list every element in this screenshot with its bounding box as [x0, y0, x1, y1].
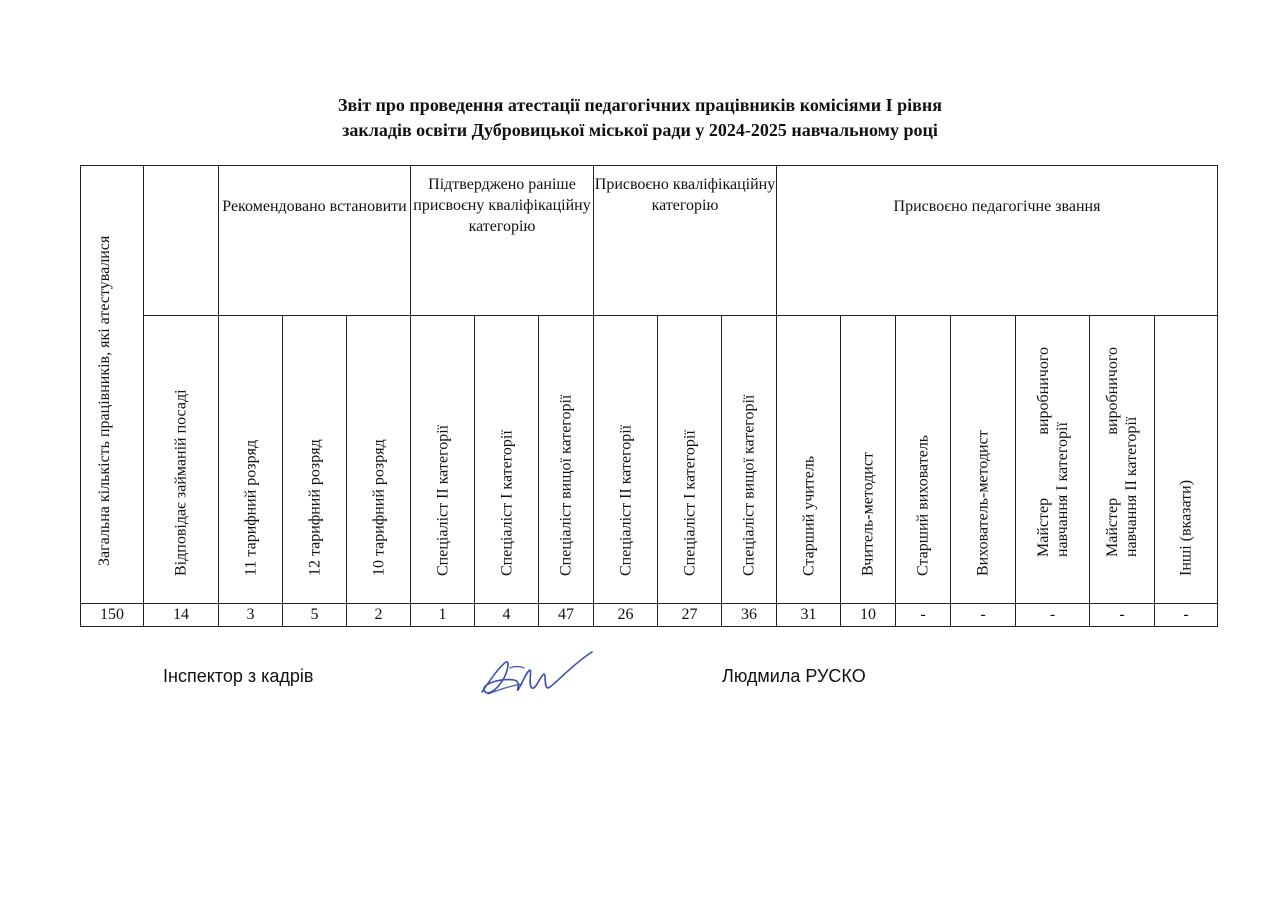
- column-header-cell: [951, 316, 1016, 604]
- value-cell: 3: [219, 604, 283, 627]
- column-header-cell: [347, 316, 411, 604]
- column-header-cell: [411, 316, 475, 604]
- value-cell: 2: [347, 604, 411, 627]
- column-header: Вихователь-методист: [974, 430, 992, 576]
- signer-name: Людмила РУСКО: [722, 666, 866, 686]
- report-title-line-2: закладів освіти Дубровицької міської ради у 2024-2025 навчальному році: [342, 120, 938, 140]
- value-cell: 31: [777, 604, 841, 627]
- column-header-cell: [1016, 316, 1090, 604]
- empty-header-cell: [144, 166, 219, 316]
- total-count-header: Загальна кількість працівників, які атестувалися: [96, 235, 113, 566]
- value-cell: -: [951, 604, 1016, 627]
- group-header-assigned-title: Присвоєно педагогічне звання: [777, 166, 1218, 316]
- column-header: Інші (вказати): [1177, 479, 1195, 576]
- column-header-cell: [1090, 316, 1155, 604]
- attestation-table: [80, 165, 1218, 627]
- column-header: Спеціаліст І категорії: [498, 430, 515, 576]
- value-cell: 5: [283, 604, 347, 627]
- column-header: Спеціаліст вищої категорії: [557, 394, 575, 576]
- column-header-cell: [219, 316, 283, 604]
- value-cell: 1: [411, 604, 475, 627]
- value-cell: 26: [594, 604, 658, 627]
- column-header: Спеціаліст ІІ категорії: [617, 424, 634, 576]
- column-header: Старший учитель: [800, 455, 817, 576]
- column-header-cell: [1155, 316, 1218, 604]
- value-cell: 47: [539, 604, 594, 627]
- column-header: 10 тарифний розряд: [370, 439, 387, 576]
- column-header-cell: [896, 316, 951, 604]
- value-cell: 4: [475, 604, 539, 627]
- group-header-assigned-category: Присвоєно кваліфікаційну категорію: [594, 166, 777, 316]
- group-header-recommended: Рекомендовано встановити: [219, 166, 411, 316]
- value-cell: -: [1090, 604, 1155, 627]
- value-cell: -: [896, 604, 951, 627]
- column-header: 11 тарифний розряд: [242, 439, 259, 576]
- signer-position: Інспектор з кадрів: [163, 666, 314, 686]
- column-header-cell: [841, 316, 896, 604]
- value-cell: -: [1155, 604, 1218, 627]
- report-title-line-1: Звіт про проведення атестації педагогічних працівників комісіями І рівня: [337, 95, 943, 115]
- column-header: Майстер виробничого навчання ІІ категорії: [1104, 347, 1140, 557]
- column-header: Майстер виробничого навчання І категорії: [1034, 347, 1071, 557]
- column-header-cell: [722, 316, 777, 604]
- column-header-cell: [594, 316, 658, 604]
- value-cell: 150: [81, 604, 144, 627]
- column-header-cell: [777, 316, 841, 604]
- value-cell: 36: [722, 604, 777, 627]
- column-header: Спеціаліст вищої категорії: [740, 394, 758, 576]
- column-header: Відповідає займаній посаді: [172, 389, 190, 576]
- column-header-cell: [475, 316, 539, 604]
- column-header-cell: [144, 316, 219, 604]
- value-cell: -: [1016, 604, 1090, 627]
- column-header: Старший вихователь: [914, 434, 932, 576]
- group-header-confirmed: Підтверджено раніше присвоєну кваліфікаційну категорію: [411, 166, 594, 316]
- column-header: Спеціаліст ІІ категорії: [434, 424, 451, 576]
- column-header: Спеціаліст І категорії: [681, 430, 698, 576]
- value-cell: 10: [841, 604, 896, 627]
- column-header-cell: [539, 316, 594, 604]
- column-header-cell: [283, 316, 347, 604]
- value-cell: 14: [144, 604, 219, 627]
- value-cell: 27: [658, 604, 722, 627]
- column-header: Вчитель-методист: [859, 452, 877, 576]
- column-header-cell: [658, 316, 722, 604]
- handwritten-signature: [470, 640, 600, 710]
- column-header: 12 тарифний розряд: [306, 439, 323, 576]
- total-count-header-cell: [81, 166, 144, 604]
